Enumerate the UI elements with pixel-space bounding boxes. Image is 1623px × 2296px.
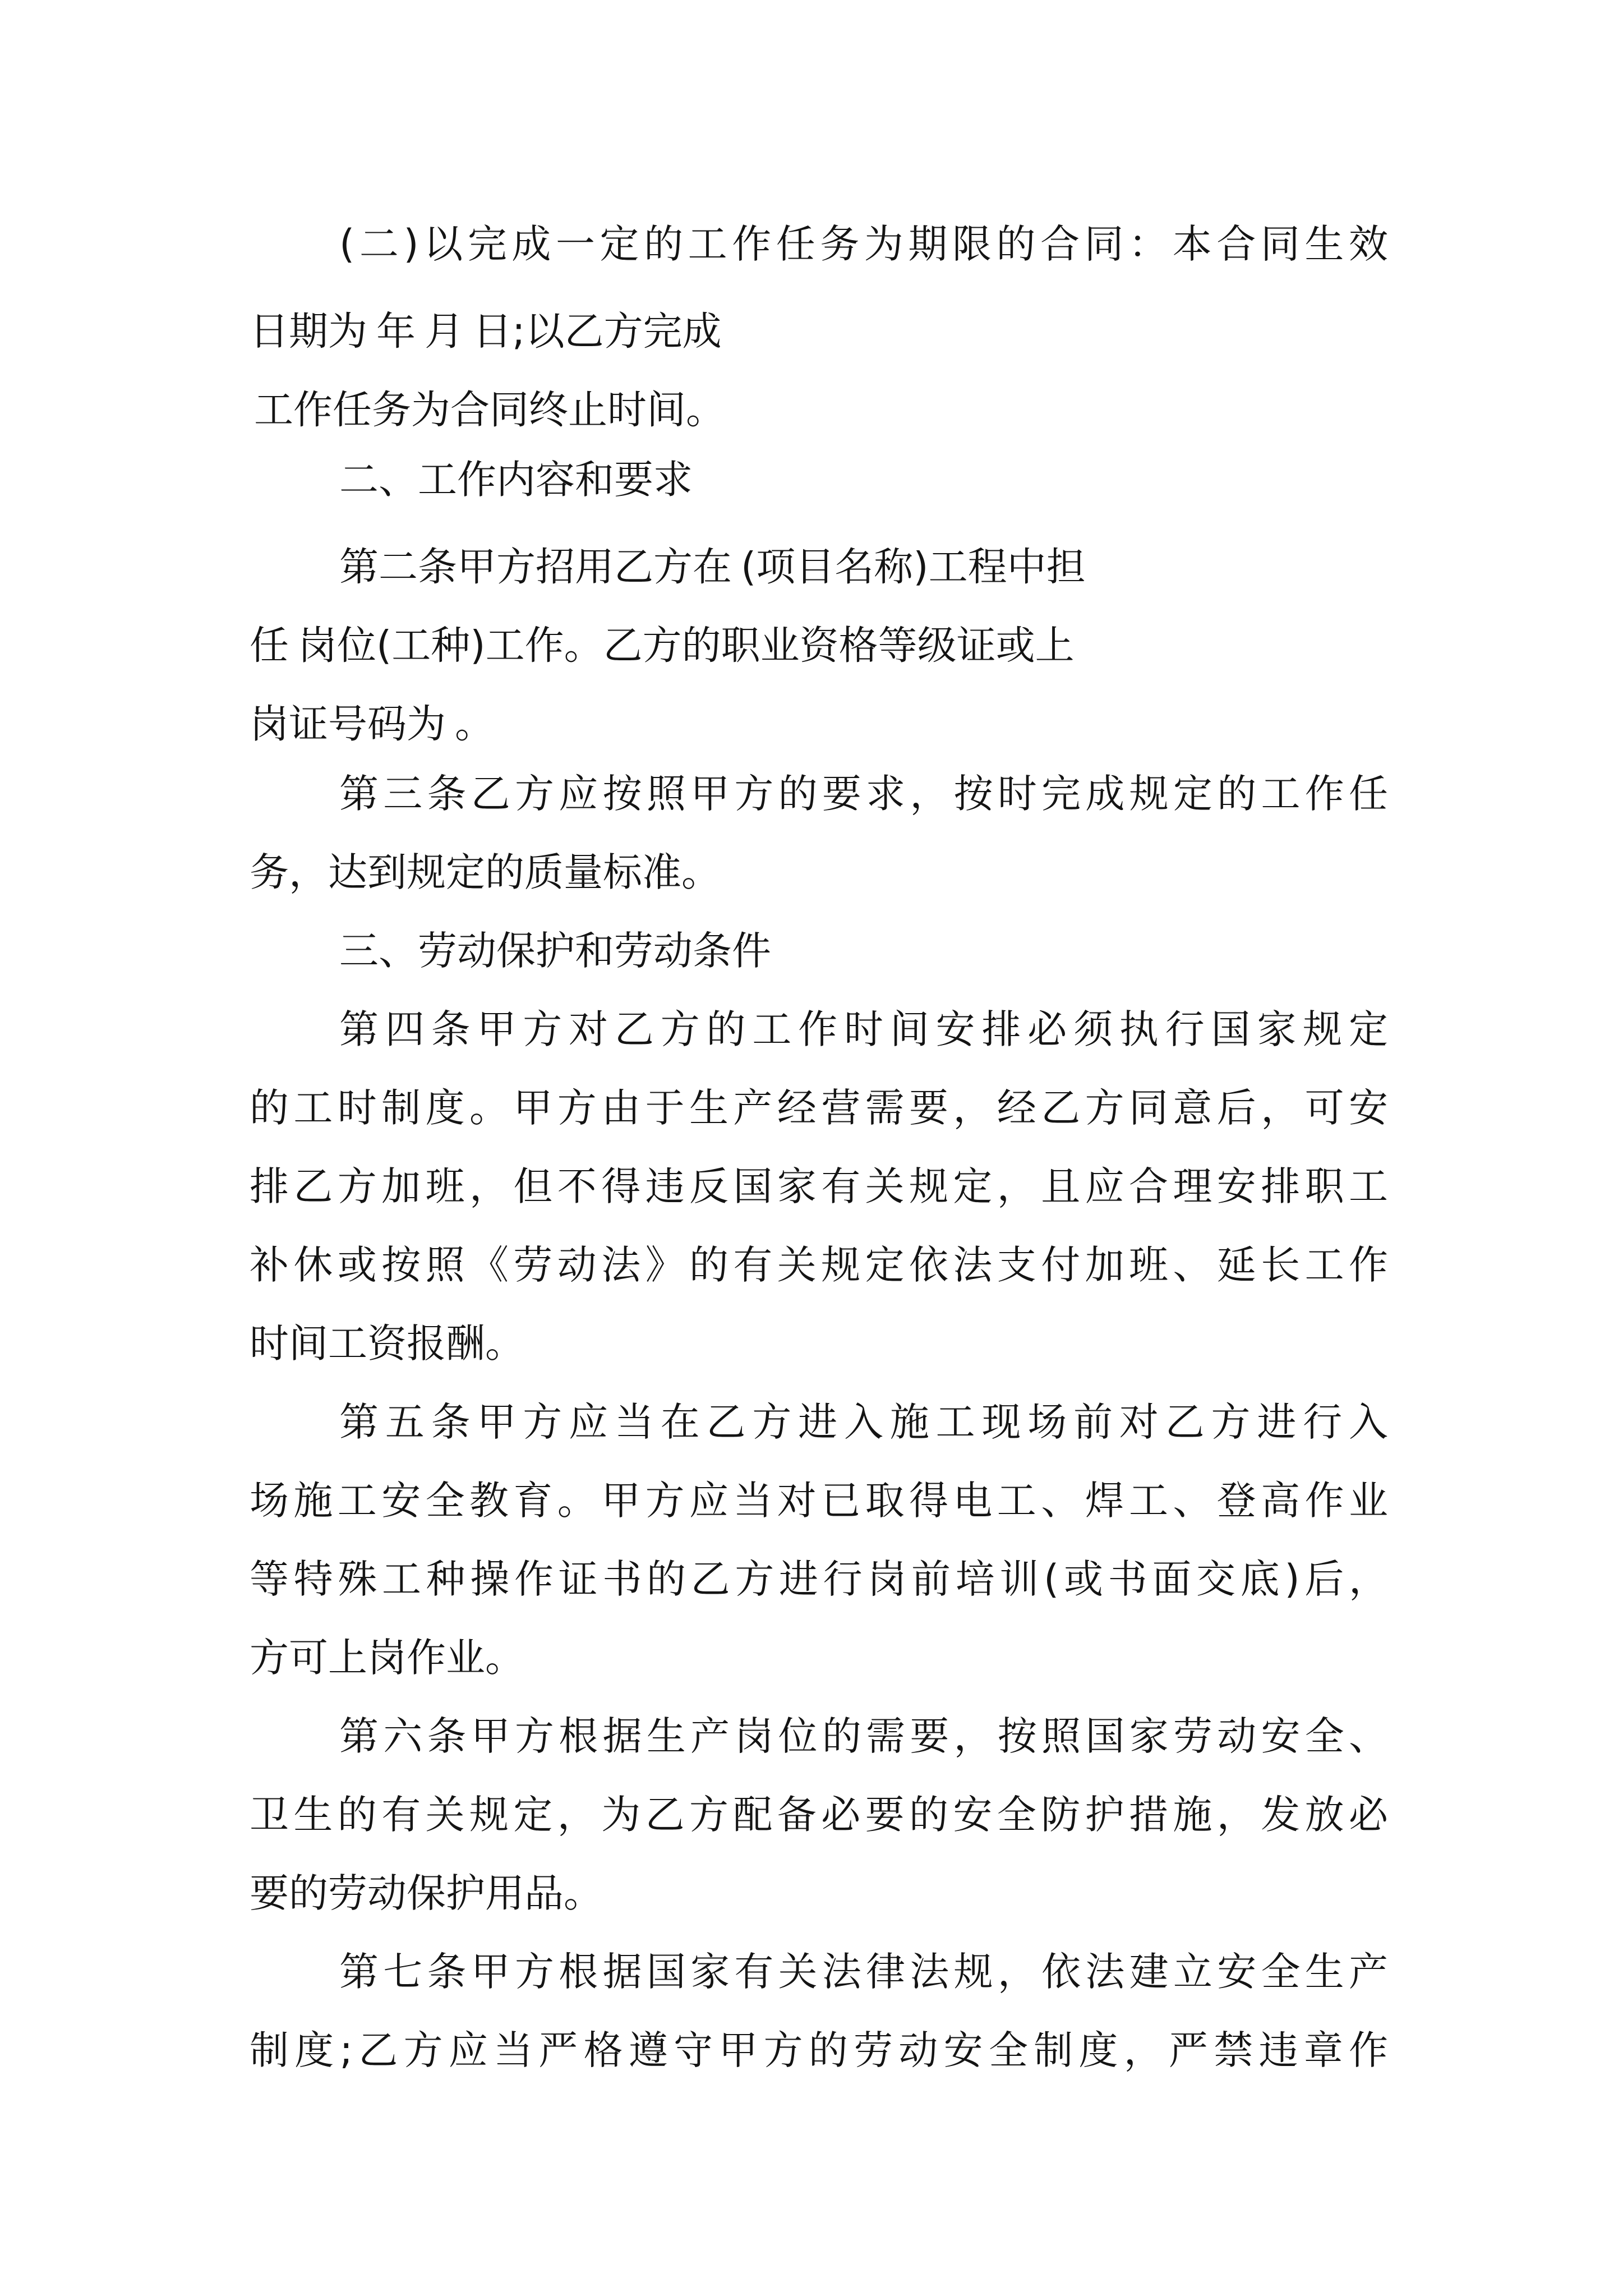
text-line	[250, 1299, 1388, 1388]
text-line	[250, 1848, 1388, 1938]
text-line	[250, 278, 1388, 367]
text-segment: 。	[455, 701, 494, 747]
text-segment: 日;以乙方完成	[473, 308, 722, 355]
text-line	[250, 1534, 1388, 1624]
text-segment: (项目名称)工程中担	[741, 544, 1086, 590]
text-segment: 三、劳动保护和劳动条件	[339, 928, 771, 974]
text-line	[250, 356, 1388, 446]
text-segment: 时间工资报酬。	[250, 1320, 524, 1366]
text-line	[339, 1377, 1388, 1467]
text-line	[339, 1927, 1388, 2017]
text-segment: (二)以完成一定的工作任务为期限的合同：本合同生效	[339, 221, 1388, 267]
text-segment: 第三条乙方应按照甲方的要求，按时完成规定的工作任	[339, 771, 1388, 817]
text-segment: 任	[250, 622, 289, 669]
text-segment: 岗证号码为	[250, 701, 446, 747]
text-segment: 第七条甲方根据国家有关法律法规，依法建立安全生产	[339, 1949, 1388, 1995]
text-line	[339, 1691, 1388, 1781]
text-segment: 第二条甲方招用乙方在	[339, 544, 732, 590]
section-heading	[339, 435, 1388, 524]
text-line	[339, 749, 1388, 839]
text-segment: 务，达到规定的质量标准。	[250, 849, 721, 895]
text-line	[250, 1142, 1388, 1231]
text-line	[250, 1770, 1388, 1860]
text-segment: 要的劳动保护用品。	[250, 1870, 603, 1916]
text-line	[250, 670, 1388, 760]
text-segment: 补休或按照《劳动法》的有关规定依法支付加班、延长工作	[250, 1242, 1388, 1288]
text-segment: 等特殊工种操作证书的乙方进行岗前培训(或书面交底)后，	[250, 1556, 1388, 1602]
text-segment: 场施工安全教育。甲方应当对已取得电工、焊工、登高作业	[250, 1478, 1388, 1524]
text-segment: 日期为	[250, 308, 367, 355]
text-segment: 月	[425, 308, 464, 355]
text-line	[250, 1613, 1388, 1703]
text-segment: 卫生的有关规定，为乙方配备必要的安全防护措施，发放必	[250, 1792, 1388, 1838]
section-heading	[339, 906, 1388, 996]
text-line	[339, 513, 1388, 603]
text-line	[250, 1456, 1388, 1545]
text-segment: 方可上岗作业。	[250, 1635, 524, 1681]
text-segment: 二、工作内容和要求	[339, 457, 693, 503]
text-line	[250, 2005, 1388, 2095]
text-segment: 排乙方加班，但不得违反国家有关规定，且应合理安排职工	[250, 1163, 1388, 1209]
text-segment: 第五条甲方应当在乙方进入施工现场前对乙方进行入	[339, 1399, 1388, 1445]
text-segment: 制度;乙方应当严格遵守甲方的劳动安全制度，严禁违章作	[250, 2027, 1388, 2073]
text-line	[339, 199, 1388, 289]
text-line	[250, 827, 1388, 917]
text-line	[250, 1063, 1388, 1153]
text-segment: 的工时制度。甲方由于生产经营需要，经乙方同意后，可安	[250, 1085, 1388, 1131]
text-segment: 第四条甲方对乙方的工作时间安排必须执行国家规定	[339, 1006, 1388, 1052]
text-line	[250, 592, 1388, 682]
text-segment: 第六条甲方根据生产岗位的需要，按照国家劳动安全、	[339, 1713, 1388, 1759]
text-line	[339, 984, 1388, 1074]
text-line	[250, 1220, 1388, 1310]
text-segment: 岗位(工种)工作。乙方的职业资格等级证或上	[298, 622, 1075, 669]
text-segment: 工作任务为合同终止时间。	[254, 386, 725, 433]
text-segment: 年	[376, 308, 416, 355]
